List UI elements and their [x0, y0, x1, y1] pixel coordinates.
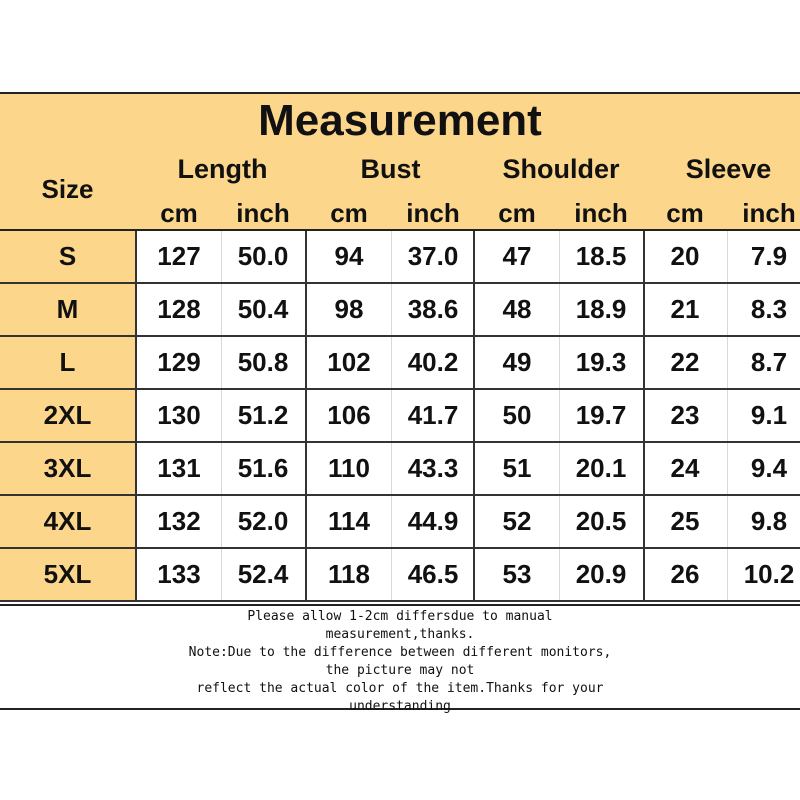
- table-row: [0, 337, 800, 390]
- value-cell: 9.1: [750, 400, 788, 430]
- note-box: [0, 604, 800, 714]
- column-divider: [221, 390, 222, 441]
- table-row: [0, 496, 800, 549]
- value-cell: 48: [502, 294, 532, 324]
- group-header-sleeve: Sleeve: [685, 154, 772, 184]
- column-divider: [305, 231, 307, 282]
- note-line: understanding: [349, 699, 451, 714]
- column-divider: [391, 390, 392, 441]
- column-divider: [559, 231, 560, 282]
- unit-header: cm: [330, 198, 368, 228]
- value-cell: 22: [670, 347, 700, 377]
- unit-header: inch: [236, 198, 290, 228]
- column-divider: [305, 284, 307, 335]
- column-divider: [727, 549, 728, 600]
- column-divider: [473, 443, 475, 494]
- column-divider: [727, 390, 728, 441]
- unit-header: inch: [742, 198, 796, 228]
- column-divider: [473, 390, 475, 441]
- value-cell: 23: [670, 400, 700, 430]
- value-cell: 19.3: [575, 347, 627, 377]
- column-divider: [559, 337, 560, 388]
- value-cell: 53: [502, 559, 532, 589]
- column-divider: [559, 284, 560, 335]
- column-divider: [559, 390, 560, 441]
- value-cell: 47: [502, 241, 532, 271]
- column-divider: [643, 284, 645, 335]
- value-cell: 38.6: [407, 294, 459, 324]
- value-cell: 50.4: [237, 294, 289, 324]
- column-divider: [305, 443, 307, 494]
- value-cell: 9.4: [750, 453, 788, 483]
- value-cell: 37.0: [407, 241, 459, 271]
- column-divider: [391, 231, 392, 282]
- value-cell: 8.3: [750, 294, 788, 324]
- column-divider: [473, 337, 475, 388]
- value-cell: 20.1: [575, 453, 627, 483]
- unit-header: cm: [160, 198, 198, 228]
- unit-header: inch: [406, 198, 460, 228]
- column-divider: [727, 443, 728, 494]
- size-column-header: Size: [41, 174, 94, 204]
- value-cell: 41.7: [407, 400, 459, 430]
- value-cell: 128: [157, 294, 201, 324]
- column-divider: [473, 231, 475, 282]
- column-divider: [559, 549, 560, 600]
- size-cell: 4XL: [0, 496, 137, 547]
- value-cell: 20.5: [575, 506, 627, 536]
- chart-title: Measurement: [258, 96, 542, 145]
- value-cell: 46.5: [407, 559, 459, 589]
- unit-header: inch: [574, 198, 628, 228]
- value-cell: 52: [502, 506, 532, 536]
- note-line: the picture may not: [325, 663, 475, 678]
- table-row: [0, 443, 800, 496]
- column-divider: [391, 443, 392, 494]
- value-cell: 50.8: [237, 347, 289, 377]
- column-divider: [643, 390, 645, 441]
- value-cell: 50.0: [237, 241, 289, 271]
- column-divider: [391, 337, 392, 388]
- column-divider: [473, 496, 475, 547]
- size-chart: [0, 92, 800, 602]
- value-cell: 51: [502, 453, 532, 483]
- column-divider: [305, 337, 307, 388]
- column-divider: [643, 443, 645, 494]
- column-divider: [221, 496, 222, 547]
- value-cell: 18.5: [575, 241, 627, 271]
- column-divider: [391, 496, 392, 547]
- column-divider: [473, 549, 475, 600]
- column-divider: [221, 284, 222, 335]
- column-divider: [559, 496, 560, 547]
- column-divider: [305, 390, 307, 441]
- value-cell: 24: [670, 453, 700, 483]
- unit-header: cm: [498, 198, 536, 228]
- value-cell: 49: [502, 347, 532, 377]
- column-divider: [643, 496, 645, 547]
- value-cell: 133: [157, 559, 201, 589]
- table-row: [0, 284, 800, 337]
- column-divider: [305, 549, 307, 600]
- value-cell: 127: [157, 241, 201, 271]
- note-line: measurement,thanks.: [325, 627, 475, 642]
- value-cell: 50: [502, 400, 532, 430]
- value-cell: 19.7: [575, 400, 627, 430]
- column-divider: [221, 443, 222, 494]
- group-header-bust: Bust: [360, 154, 421, 184]
- column-divider: [305, 496, 307, 547]
- table-row: [0, 549, 800, 602]
- value-cell: 9.8: [750, 506, 788, 536]
- value-cell: 18.9: [575, 294, 627, 324]
- value-cell: 10.2: [743, 559, 795, 589]
- column-divider: [643, 231, 645, 282]
- size-cell: 5XL: [0, 549, 137, 600]
- value-cell: 110: [328, 453, 370, 483]
- value-cell: 44.9: [407, 506, 459, 536]
- value-cell: 52.4: [237, 559, 289, 589]
- value-cell: 132: [157, 506, 201, 536]
- note-line: Note:Due to the difference between different monitors,: [188, 645, 612, 660]
- unit-header: cm: [666, 198, 704, 228]
- value-cell: 40.2: [407, 347, 459, 377]
- column-divider: [727, 231, 728, 282]
- value-cell: 8.7: [750, 347, 788, 377]
- value-cell: 130: [157, 400, 201, 430]
- column-divider: [727, 284, 728, 335]
- size-cell: 3XL: [0, 443, 137, 494]
- value-cell: 20.9: [575, 559, 627, 589]
- column-divider: [221, 231, 222, 282]
- value-cell: 118: [328, 559, 370, 589]
- value-cell: 102: [327, 347, 371, 377]
- column-divider: [727, 337, 728, 388]
- value-cell: 21: [670, 294, 700, 324]
- size-rows: [0, 231, 800, 602]
- column-divider: [391, 284, 392, 335]
- note-line: reflect the actual color of the item.Thanks for your: [196, 681, 604, 696]
- size-cell: M: [0, 284, 137, 335]
- column-divider: [221, 549, 222, 600]
- column-divider: [643, 549, 645, 600]
- size-cell: S: [0, 231, 137, 282]
- column-divider: [559, 443, 560, 494]
- column-divider: [391, 549, 392, 600]
- value-cell: 106: [327, 400, 371, 430]
- column-divider: [727, 496, 728, 547]
- value-cell: 20: [670, 241, 700, 271]
- group-header-length: Length: [177, 154, 268, 184]
- value-cell: 114: [328, 506, 370, 536]
- value-cell: 51.6: [237, 453, 289, 483]
- column-divider: [643, 337, 645, 388]
- value-cell: 52.0: [237, 506, 289, 536]
- size-chart-header: [0, 92, 800, 231]
- value-cell: 98: [334, 294, 364, 324]
- value-cell: 26: [670, 559, 700, 589]
- group-header-shoulder: Shoulder: [502, 154, 620, 184]
- value-cell: 25: [670, 506, 700, 536]
- value-cell: 94: [334, 241, 364, 271]
- note-line: Please allow 1-2cm differsdue to manual: [247, 609, 553, 624]
- value-cell: 129: [157, 347, 201, 377]
- table-row: [0, 390, 800, 443]
- size-cell: L: [0, 337, 137, 388]
- value-cell: 7.9: [750, 241, 788, 271]
- size-cell: 2XL: [0, 390, 137, 441]
- value-cell: 43.3: [407, 453, 459, 483]
- column-divider: [221, 337, 222, 388]
- value-cell: 131: [157, 453, 201, 483]
- table-row: [0, 231, 800, 284]
- value-cell: 51.2: [237, 400, 289, 430]
- column-divider: [473, 284, 475, 335]
